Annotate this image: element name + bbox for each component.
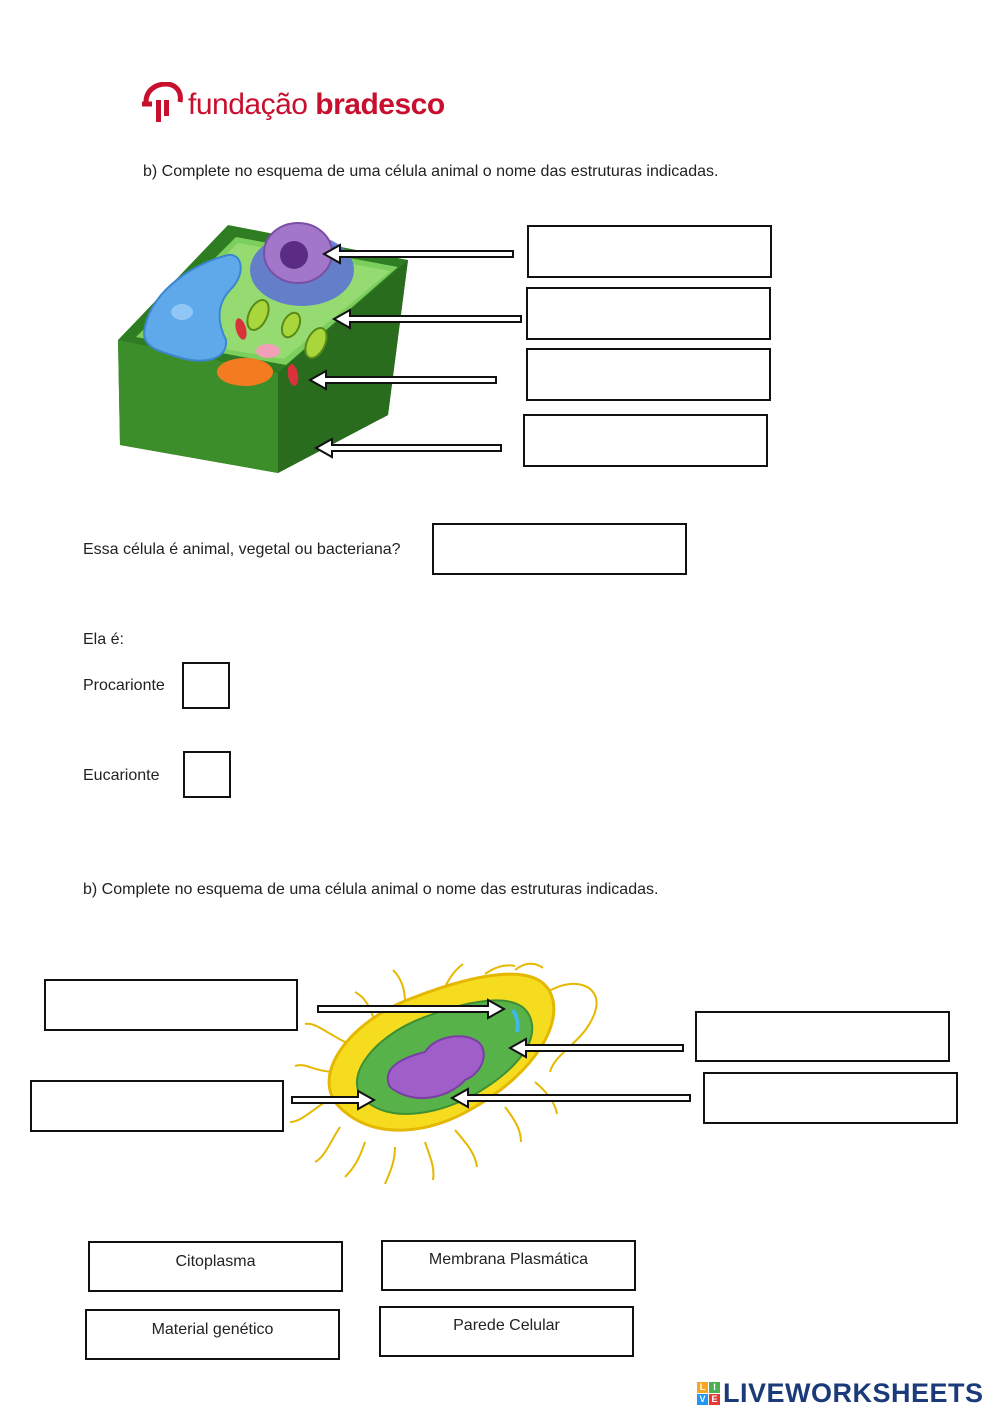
brand-logo [140,80,460,130]
section1-instruction: b) Complete no esquema de uma célula animal o nome das estruturas indicadas. [143,163,719,180]
word-bank-parede-celular[interactable]: Parede Celular [379,1306,634,1357]
plant-answer-box-1[interactable] [527,225,772,278]
option-procarionte-label: Procarionte [83,677,165,694]
plant-cell-arrows [300,240,530,465]
bacteria-answer-box-4[interactable] [703,1072,958,1124]
plant-answer-box-4[interactable] [523,414,768,467]
classification-heading: Ela é: [83,631,124,648]
word-bank-citoplasma[interactable]: Citoplasma [88,1241,343,1292]
word-bank-membrana-plasmatica[interactable]: Membrana Plasmática [381,1240,636,1291]
plant-answer-box-3[interactable] [526,348,771,401]
option-procarionte-checkbox[interactable] [182,662,230,709]
plant-answer-box-2[interactable] [526,287,771,340]
bradesco-tree-icon [140,82,186,126]
bacterial-cell-arrows [288,995,698,1115]
option-eucarionte-label: Eucarionte [83,767,160,784]
brand-name-bold: bradesco [315,88,445,121]
liveworksheets-wordmark: LIVEWORKSHEETS [723,1378,984,1408]
liveworksheets-logo [697,1378,997,1410]
bacteria-answer-box-2[interactable] [30,1080,284,1132]
word-bank-material-genetico[interactable]: Material genético [85,1309,340,1360]
bacteria-answer-box-3[interactable] [695,1011,950,1062]
live-badge-icon: L I V E [697,1382,721,1406]
section2-instruction: b) Complete no esquema de uma célula animal o nome das estruturas indicadas. [83,881,659,898]
brand-name-light: fundação [188,88,308,121]
option-eucarionte-checkbox[interactable] [183,751,231,798]
bacteria-answer-box-1[interactable] [44,979,298,1031]
cell-type-question: Essa célula é animal, vegetal ou bacteriana? [83,541,401,558]
cell-type-answer-box[interactable] [432,523,687,575]
